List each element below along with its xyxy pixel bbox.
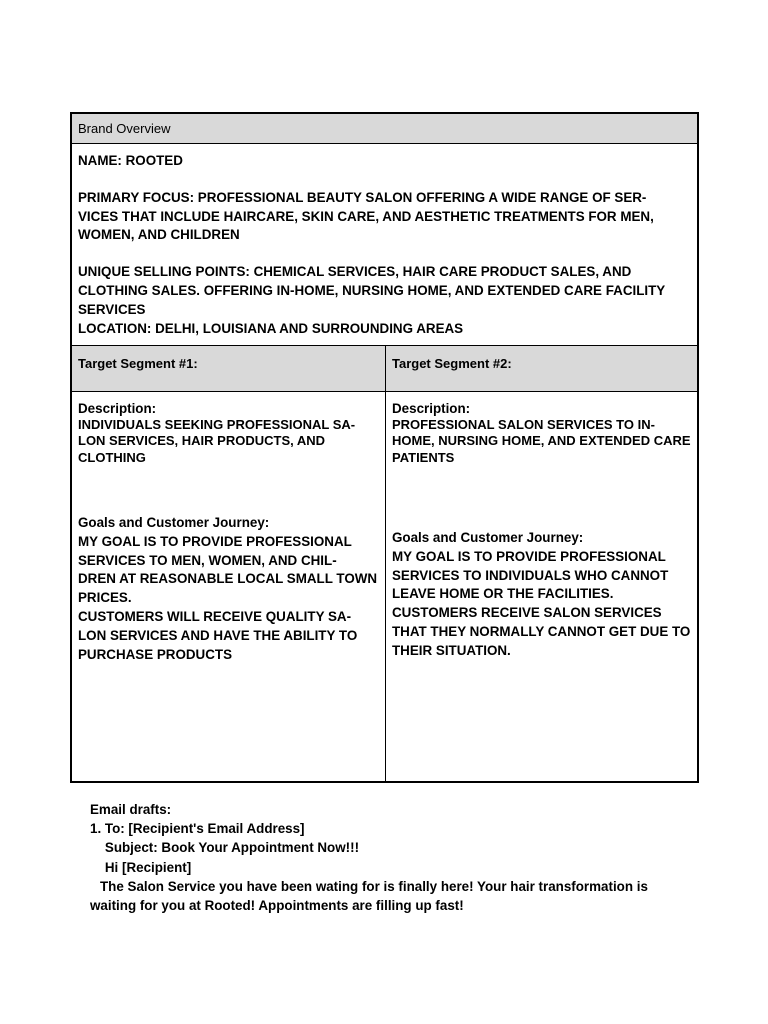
email-body: The Salon Service you have been wating for is finally here! Your hair transformation is waiting for you at Rooted! Appointments are filling up fast! [90,878,648,914]
segment-2-goals-text-2: CUSTOMERS RECEIVE SALON SERVICES THAT THEY NORMALLY CANNOT GET DUE TO THEIR SITUATION. [392,605,691,658]
segment-2-label: Target Segment #2: [392,356,512,371]
primary-focus: PRIMARY FOCUS: PROFESSIONAL BEAUTY SALON OFFERING A WIDE RANGE OF SER- VICES THAT INCLUDE HAIRCARE, SKIN CARE, AND AESTHETIC TREATMENTS FOR MEN, WOMEN, AND CHILDREN [78,189,654,243]
segment-1-goals-text-2: CUSTOMERS WILL RECEIVE QUALITY SA- LON SERVICES AND HAVE THE ABILITY TO PURCHASE PRODUCTS [78,608,358,662]
segment-2-goals [392,529,692,661]
brand-overview-title: Brand Overview [78,121,171,136]
segment-2-goals-label: Goals and Customer Journey: [392,530,584,545]
segment-1-description-label: Description: [78,401,157,416]
segment-1-goals-text: MY GOAL IS TO PROVIDE PROFESSIONAL SERVICES TO MEN, WOMEN, AND CHIL- DREN AT REASONABLE LOCAL SMALL TOWN PRICES. [78,533,378,606]
segment-1-label: Target Segment #1: [78,356,198,371]
brand-overview-body [78,152,690,338]
brand-overview-header [72,114,697,144]
brand-name: NAME: ROOTED [78,153,183,168]
unique-selling-points: UNIQUE SELLING POINTS: CHEMICAL SERVICES, HAIR CARE PRODUCT SALES, AND CLOTHING SALES. OFFERING IN-HOME, NURSING HOME, AND EXTENDED CARE FACILITY SERVICES [78,264,665,317]
email-drafts [90,800,690,915]
email-heading: Email drafts: [90,802,172,817]
column-divider [385,345,386,781]
email-greeting: Hi [Recipient] [90,859,192,875]
segment-2-description [392,401,692,466]
segment-1-goals-label: Goals and Customer Journey: [78,515,270,530]
segment-1-description [78,401,378,466]
segment-1-goals [78,514,378,664]
segment-1-description-text: INDIVIDUALS SEEKING PROFESSIONAL SA- LON SERVICES, HAIR PRODUCTS, AND CLOTHING [78,417,356,465]
email-to: 1. To: [Recipient's Email Address] [90,821,305,837]
segment-2-description-label: Description: [392,401,471,416]
location: LOCATION: DELHI, LOUISIANA AND SURROUNDING AREAS [78,320,464,336]
segment-2-description-text: PROFESSIONAL SALON SERVICES TO IN- HOME, NURSING HOME, AND EXTENDED CARE PATIENTS [392,417,691,465]
brand-overview-table [70,112,699,783]
email-subject: Subject: Book Your Appointment Now!!! [90,840,360,856]
segment-2-goals-text: MY GOAL IS TO PROVIDE PROFESSIONAL SERVICES TO INDIVIDUALS WHO CANNOT LEAVE HOME OR THE FACILITIES. [392,548,669,602]
